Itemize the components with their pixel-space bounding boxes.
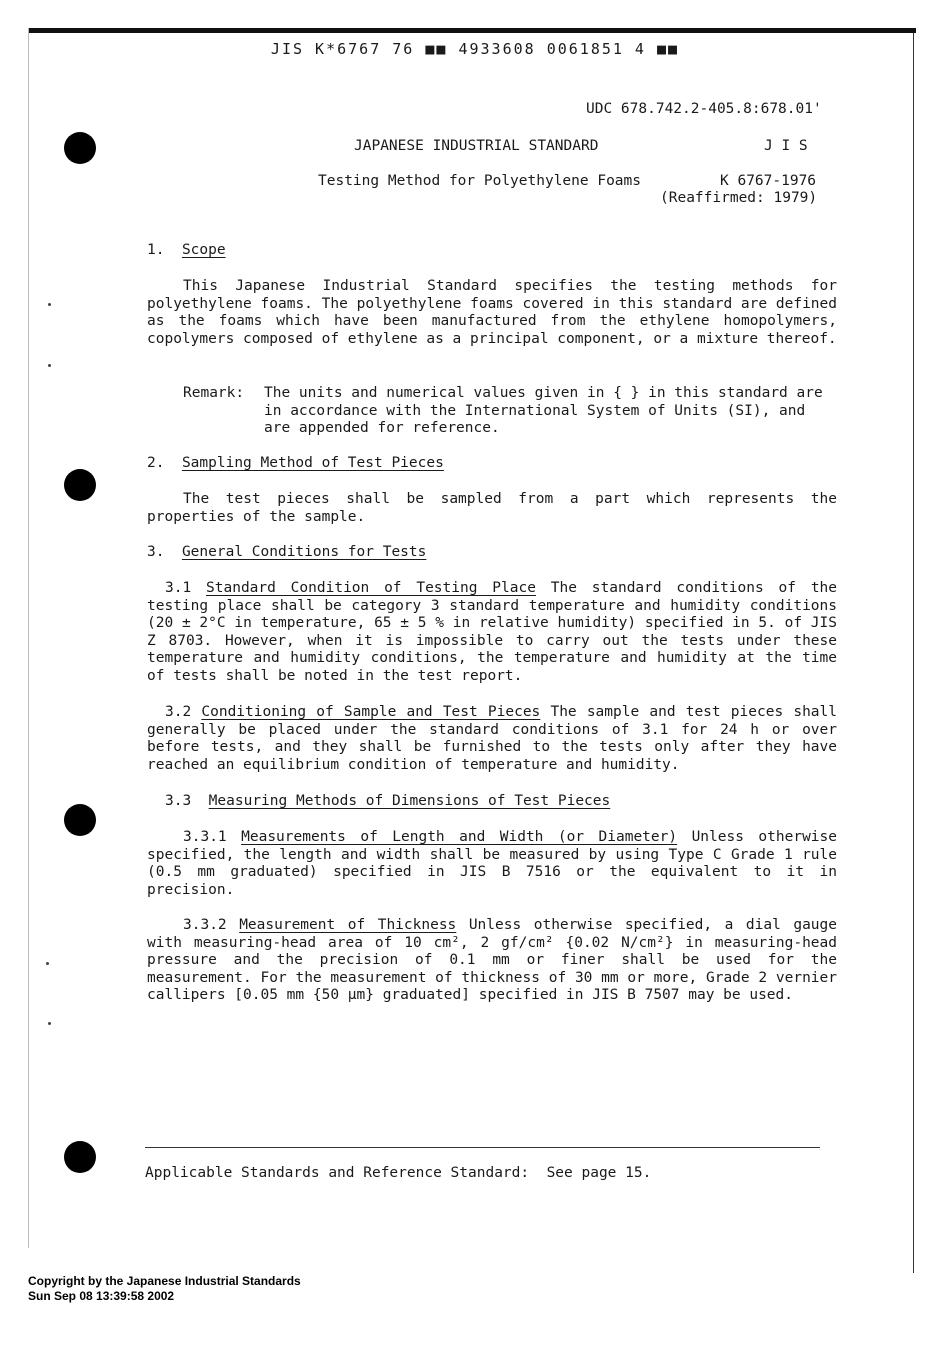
punch-hole-icon bbox=[64, 1141, 96, 1173]
footnote-divider bbox=[145, 1147, 820, 1148]
subsection-body: Unless otherwise specified, the length and width shall be measured by using Type C Grade 1 rule (0.5 mm graduated) specified in JIS B 7516 or the equivalent to it in precision. bbox=[147, 829, 837, 898]
section-title: Scope bbox=[181, 242, 226, 258]
subsection-title: Measurement of Thickness bbox=[239, 917, 457, 933]
remark-text: The units and numerical values given in { } in this standard are in accordance with the International System of Units (SI), and are appended for reference. bbox=[264, 385, 823, 437]
print-timestamp: Sun Sep 08 13:39:58 2002 bbox=[28, 1289, 175, 1303]
catalog-barcode-line: JIS K*6767 76 ■■ 4933608 0061851 4 ■■ bbox=[270, 40, 680, 58]
subsection-number: 3.3 bbox=[165, 793, 192, 809]
remark-label: Remark: bbox=[183, 385, 245, 401]
subsection-3-3-heading bbox=[165, 793, 610, 809]
subsection-number: 3.3.2 bbox=[183, 917, 227, 933]
copyright-stamp bbox=[28, 1274, 301, 1304]
subsection-3-3-1 bbox=[147, 829, 837, 899]
reaffirmed-date: (Reaffirmed: 1979) bbox=[660, 190, 818, 206]
copyright-line: Copyright by the Japanese Industrial Standards bbox=[28, 1274, 301, 1288]
left-border bbox=[28, 28, 29, 1248]
subsection-title: Measurements of Length and Width (or Diameter) bbox=[241, 829, 678, 845]
standard-number: K 6767-1976 bbox=[720, 173, 817, 189]
scan-speck bbox=[48, 364, 51, 367]
subsection-number: 3.1 bbox=[165, 580, 192, 596]
subsection-body: The sample and test pieces shall generally be placed under the standard conditions of 3.1 for 24 h or over before tests, and they shall be furnished to the tests only after they have reached an equilibrium condition of temperature and humidity. bbox=[147, 704, 838, 773]
subsection-3-2 bbox=[147, 704, 837, 774]
right-border bbox=[913, 33, 914, 1273]
subsection-3-1 bbox=[147, 580, 837, 686]
subsection-title: Standard Condition of Testing Place bbox=[206, 580, 536, 596]
section-title: General Conditions for Tests bbox=[181, 544, 427, 560]
scan-speck bbox=[46, 962, 49, 965]
punch-hole-icon bbox=[64, 469, 96, 501]
remark-note bbox=[183, 385, 833, 438]
subsection-number: 3.2 bbox=[165, 704, 192, 720]
section-title: Sampling Method of Test Pieces bbox=[181, 455, 444, 471]
punch-hole-icon bbox=[64, 804, 96, 836]
subsection-body: The standard conditions of the testing place shall be category 3 standard temperature and humidity conditions (20 ± 2°C in temperature, 65 ± 5 % in relative humidity) specified in 5. of JIS Z 8703. However, when it is impossible to carry out the tests under these temperature and humidity conditions, the temperature and humidity at the time of tests shall be noted in the test report. bbox=[147, 580, 838, 684]
subsection-3-3-2 bbox=[147, 917, 837, 1005]
scan-speck bbox=[48, 303, 51, 306]
subsection-title: Conditioning of Sample and Test Pieces bbox=[201, 704, 541, 720]
udc-code: UDC 678.742.2-405.8:678.01' bbox=[586, 101, 822, 117]
top-border bbox=[28, 28, 916, 33]
punch-hole-icon bbox=[64, 132, 96, 164]
section-number: 2. bbox=[147, 455, 165, 471]
document-title: Testing Method for Polyethylene Foams bbox=[318, 173, 642, 189]
scan-speck bbox=[48, 1022, 51, 1025]
scope-paragraph: This Japanese Industrial Standard specifies the testing methods for polyethylene foams. The polyethylene foams covered in this standard are defined as the foams which have been manufactured from the ethylene homopolymers, copolymers composed of ethylene as a principal component, or a mixture thereof. bbox=[147, 278, 837, 347]
section-heading-sampling bbox=[147, 455, 444, 471]
section-heading-general-conditions bbox=[147, 544, 426, 560]
subsection-title: Measuring Methods of Dimensions of Test Pieces bbox=[208, 793, 611, 809]
sampling-paragraph: The test pieces shall be sampled from a part which represents the properties of the sample. bbox=[147, 491, 837, 525]
standard-org: JAPANESE INDUSTRIAL STANDARD bbox=[354, 138, 599, 154]
subsection-body: Unless otherwise specified, a dial gauge with measuring-head area of 10 cm², 2 gf/cm² {0.02 N/cm²} in measuring-head pressure and the precision of 0.1 mm or finer shall be used for the measurement. For the measurement of thickness of 30 mm or more, Grade 2 vernier callipers [0.05 mm {50 μm} graduated] specified in JIS B 7507 may be used. bbox=[147, 917, 837, 1004]
subsection-number: 3.3.1 bbox=[183, 829, 227, 845]
section-heading-scope bbox=[147, 242, 226, 258]
jis-mark: J I S bbox=[764, 138, 808, 154]
section-number: 1. bbox=[147, 242, 165, 258]
applicable-standards-note: Applicable Standards and Reference Standard: See page 15. bbox=[145, 1165, 652, 1181]
section-number: 3. bbox=[147, 544, 165, 560]
